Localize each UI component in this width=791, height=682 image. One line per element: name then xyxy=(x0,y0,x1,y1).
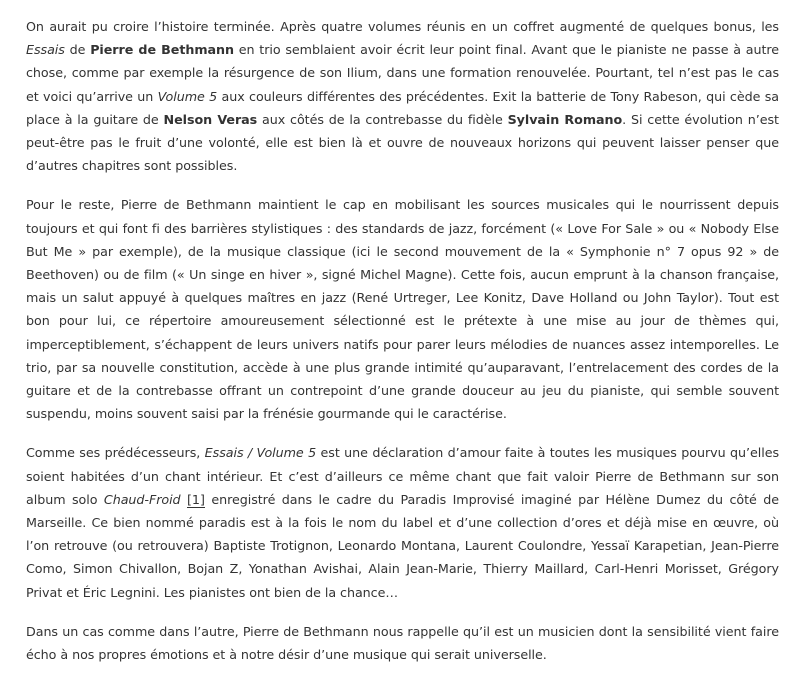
text-run: est une déclaration d’amour faite à toutes les musiques pourvu qu’elles soient habitées d’un chant intérieur. Et c’est d’ailleurs ce même chant que fait valoir Pierre de Bethmann sur son album solo xyxy=(26,445,780,507)
text-run: . Si cette évolution n’est peut-être pas le fruit d’une volonté, elle est bien là et ouvre de nouveaux horizons qui peuvent laisser penser que d’autres chapitres sont possibles. xyxy=(26,111,779,174)
italic-title: Chaud-Froid xyxy=(103,491,181,507)
bold-name: Pierre de Bethmann xyxy=(90,42,234,58)
italic-title: Volume 5 xyxy=(157,88,218,104)
text-run: aux couleurs différentes des précédentes. Exit la batterie de Tony Rabeson, qui cède sa place à la guitare de xyxy=(26,88,779,127)
paragraph-3 xyxy=(26,441,779,603)
text-run: de xyxy=(64,42,91,58)
paragraph-1 xyxy=(26,15,779,177)
italic-title: Essais xyxy=(26,42,65,58)
article-body xyxy=(26,15,779,682)
italic-title: Essais / Volume 5 xyxy=(204,445,317,461)
text-run: Dans un cas comme dans l’autre, Pierre de Bethmann nous rappelle qu’il est un musicien dont la sensibilité vient faire écho à nos propres émotions et à notre désir d’une musique qui serait universelle. xyxy=(26,623,779,663)
text-run: On aurait pu croire l’histoire terminée. Après quatre volumes réunis en un coffret augmenté de quelques bonus, les xyxy=(26,19,779,34)
footnote-link[interactable]: [1] xyxy=(187,491,205,507)
bold-name: Sylvain Romano xyxy=(507,111,623,127)
bold-name: Nelson Veras xyxy=(163,111,258,127)
text-run: enregistré dans le cadre du Paradis Improvisé imaginé par Hélène Dumez du côté de Marseille. Ce bien nommé paradis est à la fois le nom du label et d’une collection d’ores et déjà mise en œuvre, où l’on retrouve (ou retrouvera) Baptiste Trotignon, Leonardo Montana, Laurent Coulondre, Yessaï Karapetian, Jean-Pierre Como, Simon Chivallon, Bojan Z, Yonathan Avishai, Alain Jean-Marie, Thierry Maillard, Carl-Henri Morisset, Grégory Privat et Éric Legnini. Les pianistes ont bien de la chance… xyxy=(26,491,780,600)
text-run: Comme ses prédécesseurs, xyxy=(26,445,205,461)
paragraph-4 xyxy=(26,620,779,666)
text-run: en trio semblaient avoir écrit leur point final. Avant que le pianiste ne passe à autre chose, comme par exemple la résurgence de son Ilium, dans une formation renouvelée. Pourtant, tel n’est pas le cas et voici qu’arrive un xyxy=(26,42,780,104)
text-run: aux côtés de la contrebasse du fidèle xyxy=(257,111,508,127)
paragraph-2 xyxy=(26,193,779,425)
text-run: Pour le reste, Pierre de Bethmann maintient le cap en mobilisant les sources musicales qui le nourrissent depuis toujours et qui font fi des barrières stylistiques : des standards de jazz, forcément (« Love For Sale » ou « Nobody Else But Me » par exemple), de la musique classique (ici le second mouvement de la « Symphonie n° 7 opus 92 » de Beethoven) ou de film (« Un singe en hiver », signé Michel Magne). Cette fois, aucun emprunt à la chanson française, mais un salut appuyé à quelques maîtres en jazz (René Urtreger, Lee Konitz, Dave Holland ou John Taylor). Tout est bon pour lui, ce répertoire amoureusement sélectionné est le prétexte à une mise au jour de thèmes qui, imperceptiblement, s’échappent de leurs univers natifs pour parer leurs mélodies de nuances assez intemporelles. Le trio, par sa nouvelle constitution, accède à une plus grande intimité qu’auparavant, l’entrelacement des cordes de la guitare et de la contrebasse offrant un contrepoint d’une grande douceur au jeu du pianiste, qui semble souvent suspendu, moins souvent saisi par la frénésie gourmande qui le caractérise. xyxy=(26,197,779,422)
